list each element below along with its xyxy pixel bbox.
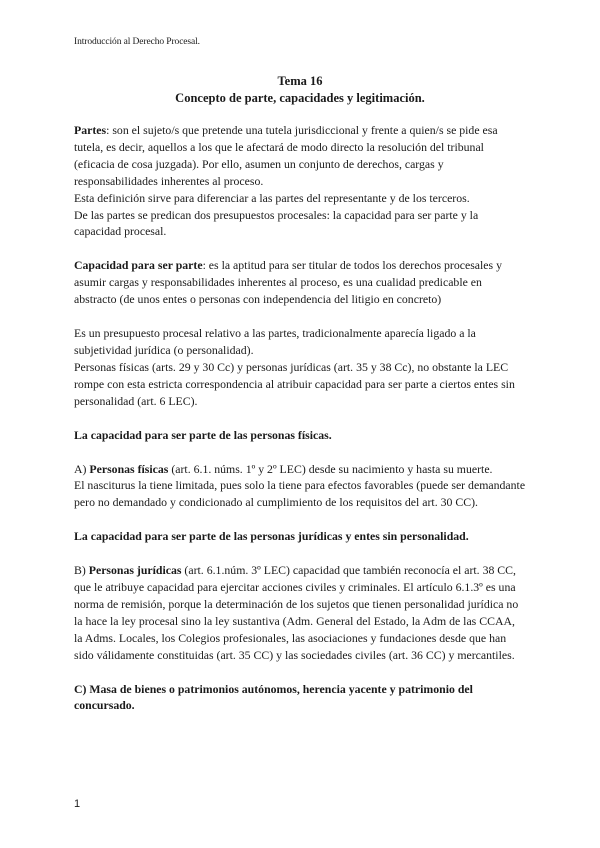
- juridicas-term: Personas jurídicas: [88, 563, 182, 578]
- personas-paragraph: Personas físicas (arts. 29 y 30 Cc) y personas jurídicas (art. 35 y 38 Cc), no obstante la LEC rompe con esta estricta correspondencia al atribuir capacidad para ser parte a ciertos entes sin personalidad (art. 6 LEC).: [74, 359, 515, 408]
- title-block: [0, 73, 600, 107]
- topic-title: Concepto de parte, capacidades y legitimación.: [175, 91, 425, 105]
- capacidad-paragraph: [74, 257, 526, 308]
- capacidad-term: Capacidad para ser parte: [74, 258, 203, 273]
- partes-distinction: Esta definición sirve para diferenciar a las partes del representante y de los terceros.: [74, 190, 470, 205]
- juridicas-text: (art. 6.1.núm. 3º LEC) capacidad que también reconocía el art. 38 CC, que le atribuye capacidad para ejercitar acciones civiles y criminales. El artículo 6.1.3º es una norma de remisión, porque la determinación de los sujetos que tienen personalidad jurídica no la hace la ley procesal sino la ley sustantiva (Adm. General del Estado, la Adm de las CCAA, la Adms. Locales, los Colegios profesionales, las asociaciones y fundaciones desde que han sido válidamente constituidas (art. 35 CC) y las sociedades civiles (art. 36 CC) y mercantiles.: [74, 563, 519, 662]
- fisicas-prefix: A): [74, 461, 90, 476]
- fisicas-paragraph: [74, 461, 526, 478]
- partes-paragraph: [74, 122, 526, 190]
- nasciturus-paragraph: El nasciturus la tiene limitada, pues solo la tiene para efectos favorables (puede ser demandante pero no demandado y condicionado al cumplimiento de los requisitos del art. 30 CC).: [74, 478, 526, 510]
- partes-definition: : son el sujeto/s que pretende una tutela jurisdiccional y frente a quien/s se pide esa tutela, es decir, aquellos a los que le afectará de modo directo la resolución del tribunal (eficacia de cosa juzgada). Por ello, asumen un conjunto de derechos, cargas y responsabilidades inherentes al proceso.: [74, 123, 498, 188]
- section-heading-fisicas: La capacidad para ser parte de las personas físicas.: [74, 427, 332, 442]
- topic-number: Tema 16: [277, 74, 323, 88]
- running-header: Introducción al Derecho Procesal.: [74, 37, 200, 47]
- document-body: [74, 122, 526, 714]
- juridicas-prefix: B): [74, 563, 89, 578]
- partes-term: Partes: [74, 123, 107, 137]
- partes-presupuestos: De las partes se predican dos presupuestos procesales: la capacidad para ser parte y la capacidad procesal.: [74, 207, 479, 239]
- capacidad-definition: : es la aptitud para ser titular de todos los derechos procesales y asumir cargas y responsabilidades inherentes al proceso, es una cualidad predicable en abstracto (de unos entes o personas con independencia del litigio en concreto): [74, 258, 502, 307]
- juridicas-paragraph: [74, 562, 526, 663]
- page-number: 1: [74, 798, 81, 810]
- fisicas-text: (art. 6.1. núms. 1º y 2º LEC) desde su nacimiento y hasta su muerte.: [168, 461, 493, 476]
- presupuesto-paragraph: Es un presupuesto procesal relativo a las partes, tradicionalmente aparecía ligado a la subjetividad jurídica (o personalidad).: [74, 326, 476, 357]
- section-heading-masa-bienes: C) Masa de bienes o patrimonios autónomos, herencia yacente y patrimonio del concursado.: [74, 681, 473, 713]
- fisicas-term: Personas físicas: [89, 461, 169, 476]
- section-heading-juridicas: La capacidad para ser parte de las personas jurídicas y entes sin personalidad.: [74, 529, 469, 544]
